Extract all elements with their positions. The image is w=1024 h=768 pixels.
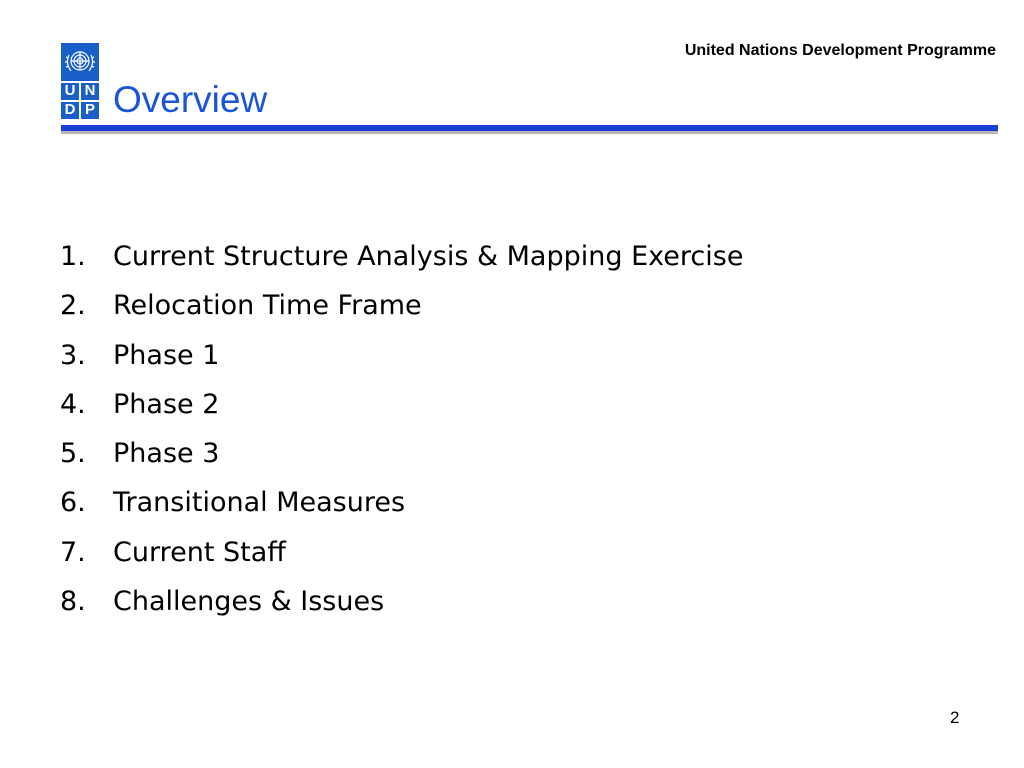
agenda-item-number: 5.	[60, 438, 86, 470]
agenda-item-text: Transitional Measures	[113, 487, 406, 519]
agenda-item	[60, 234, 743, 283]
undp-logo	[61, 43, 99, 119]
logo-letter-u: U	[64, 82, 76, 99]
agenda-item-text: Phase 3	[113, 438, 220, 470]
agenda-item	[60, 333, 743, 382]
agenda-item-number: 6.	[60, 487, 86, 519]
agenda-item-number: 8.	[60, 586, 86, 618]
slide-title: Overview	[113, 79, 268, 120]
agenda-item-number: 1.	[60, 241, 86, 272]
agenda-item	[60, 579, 743, 628]
page-number: 2	[950, 708, 960, 727]
agenda-item-number: 7.	[60, 536, 86, 568]
agenda-item-text: Phase 2	[113, 388, 220, 420]
agenda-item-text: Current Staff	[113, 536, 286, 568]
agenda-list	[60, 234, 743, 628]
agenda-item	[60, 530, 743, 579]
agenda-item-text: Relocation Time Frame	[113, 290, 422, 322]
logo-letter-n: N	[84, 82, 96, 99]
agenda-item	[60, 382, 743, 431]
title-rule-shadow	[61, 131, 998, 134]
agenda-item-number: 3.	[60, 339, 86, 371]
agenda-item-text: Phase 1	[113, 339, 220, 371]
agenda-item-number: 2.	[60, 290, 86, 322]
logo-letter-p: P	[84, 101, 95, 118]
agenda-item-number: 4.	[60, 388, 86, 420]
agenda-item-text: Challenges & Issues	[113, 586, 385, 618]
logo-divider	[79, 81, 81, 119]
agenda-item	[60, 480, 743, 529]
un-emblem-icon	[61, 43, 99, 81]
agenda-item	[60, 431, 743, 480]
agenda-item	[60, 283, 743, 332]
logo-letter-d: D	[64, 101, 76, 118]
agenda-item-text: Current Structure Analysis & Mapping Exercise	[113, 241, 744, 272]
organization-name: United Nations Development Programme	[684, 42, 996, 59]
